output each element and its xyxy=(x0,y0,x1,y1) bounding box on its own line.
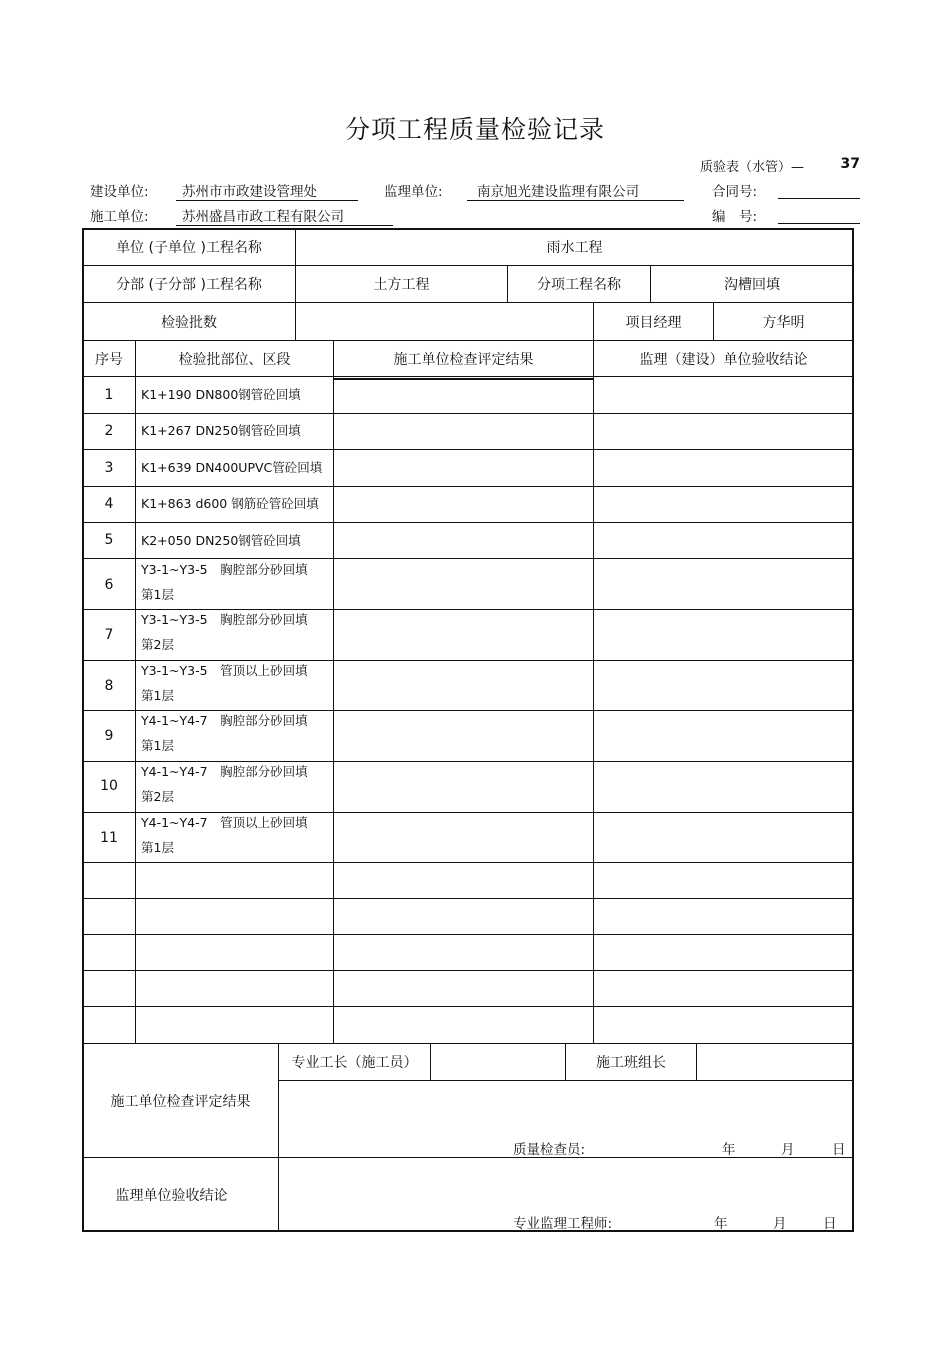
team-leader-label: 施工班组长 xyxy=(596,1055,666,1071)
supervisor-conclusion-label: 监理单位验收结论 xyxy=(115,1188,228,1204)
row-number: 6 xyxy=(104,577,114,593)
table-rule xyxy=(278,1080,854,1081)
item-label: 分项工程名称 xyxy=(537,277,621,293)
form-code xyxy=(700,156,860,175)
row-number: 10 xyxy=(100,778,118,794)
form-code-number: 37 xyxy=(840,156,860,172)
contract-label: 合同号: xyxy=(712,184,758,200)
table-rule xyxy=(135,340,136,1043)
build-unit-label: 建设单位: xyxy=(90,184,149,200)
contractor-result-label: 施工单位检查评定结果 xyxy=(110,1093,251,1110)
row-location: Y4-1~Y4-7 胸腔部分砂回填 xyxy=(141,713,308,728)
row-layer: 第2层 xyxy=(141,789,174,804)
foreman-label: 专业工长（施工员） xyxy=(291,1055,418,1071)
table-rule xyxy=(593,340,594,1043)
construct-unit-label: 施工单位: xyxy=(90,209,149,225)
manager-value: 方华明 xyxy=(762,314,805,331)
table-rule xyxy=(82,934,854,935)
col-supervisor-conclusion: 监理（建设）单位验收结论 xyxy=(639,351,808,368)
row-layer: 第1层 xyxy=(141,738,174,753)
row-location: Y3-1~Y3-5 胸腔部分砂回填 xyxy=(141,562,308,577)
engineer-label: 专业监理工程师: xyxy=(513,1216,613,1232)
table-rule xyxy=(82,970,854,971)
row-location: K1+639 DN400UPVC管砼回填 xyxy=(141,460,323,475)
batch-count-value xyxy=(296,303,593,340)
supervise-unit-label: 监理单位: xyxy=(384,184,443,200)
row-number: 5 xyxy=(104,532,114,548)
serial-label: 编 号: xyxy=(712,209,758,225)
row-number: 2 xyxy=(104,423,114,439)
row-layer: 第1层 xyxy=(141,587,174,602)
table-rule xyxy=(696,1043,697,1080)
table-rule xyxy=(82,413,854,414)
inspector-label: 质量检查员: xyxy=(513,1142,586,1158)
engineer-day: 日 xyxy=(823,1216,837,1232)
inspector-month: 月 xyxy=(781,1142,795,1158)
item-value: 沟槽回填 xyxy=(724,277,780,293)
table-rule xyxy=(82,1006,854,1007)
engineer-month: 月 xyxy=(773,1216,787,1232)
row-location: K1+190 DN800钢管砼回填 xyxy=(141,387,301,402)
row-location: K2+050 DN250钢管砼回填 xyxy=(141,533,301,548)
row-location: K1+863 d600 钢筋砼管砼回填 xyxy=(141,496,319,511)
row-number: 1 xyxy=(104,387,114,403)
build-unit-value: 苏州市市政建设管理处 xyxy=(176,180,358,201)
serial-value-line xyxy=(778,205,860,224)
row-location: Y4-1~Y4-7 胸腔部分砂回填 xyxy=(141,764,308,779)
row-number: 3 xyxy=(104,460,114,476)
table-rule xyxy=(82,486,854,487)
table-rule xyxy=(82,449,854,450)
construct-unit-value: 苏州盛昌市政工程有限公司 xyxy=(176,205,393,226)
batch-count-label: 检验批数 xyxy=(161,314,217,331)
manager-label: 项目经理 xyxy=(625,314,682,331)
supervise-unit-value: 南京旭光建设监理有限公司 xyxy=(467,180,684,201)
row-location: Y3-1~Y3-5 胸腔部分砂回填 xyxy=(141,612,308,627)
col-contractor-result: 施工单位检查评定结果 xyxy=(393,351,534,368)
col-seq: 序号 xyxy=(95,351,123,368)
unit-project-value: 雨水工程 xyxy=(546,240,603,256)
division-value: 土方工程 xyxy=(373,277,430,293)
division-label: 分部 (子分部 )工程名称 xyxy=(116,277,262,293)
row-location: Y3-1~Y3-5 管顶以上砂回填 xyxy=(141,663,308,678)
inspector-year: 年 xyxy=(722,1142,736,1158)
table-rule xyxy=(82,862,854,863)
row-number: 8 xyxy=(104,678,114,694)
page-title: 分项工程质量检验记录 xyxy=(344,115,605,144)
row-location: K1+267 DN250钢管砼回填 xyxy=(141,423,301,438)
row-number: 11 xyxy=(100,830,118,846)
col-location: 检验批部位、区段 xyxy=(178,351,291,368)
table-rule xyxy=(333,340,334,1043)
table-rule xyxy=(82,376,854,377)
table-rule xyxy=(333,378,593,380)
inspector-day: 日 xyxy=(832,1142,846,1158)
row-number: 4 xyxy=(104,496,114,512)
row-layer: 第1层 xyxy=(141,840,174,855)
form-code-label: 质验表（水管）— xyxy=(700,160,805,175)
row-number: 7 xyxy=(104,627,114,643)
row-number: 9 xyxy=(104,728,114,744)
table-rule xyxy=(430,1043,431,1080)
row-layer: 第2层 xyxy=(141,637,174,652)
contract-value-line xyxy=(778,180,860,199)
table-rule xyxy=(82,522,854,523)
row-layer: 第1层 xyxy=(141,688,174,703)
row-location: Y4-1~Y4-7 管顶以上砂回填 xyxy=(141,815,308,830)
engineer-year: 年 xyxy=(714,1216,728,1232)
unit-project-label: 单位 (子单位 )工程名称 xyxy=(116,240,262,256)
table-rule xyxy=(82,898,854,899)
